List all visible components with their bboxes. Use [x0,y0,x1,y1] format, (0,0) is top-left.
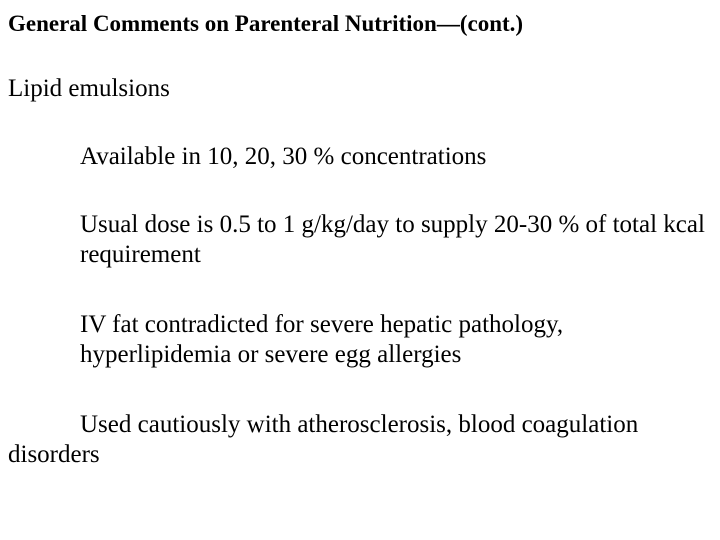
list-item-cautions: Used cautiously with atherosclerosis, blood coagulation disorders [8,411,639,468]
list-item-contraindications: IV fat contradicted for severe hepatic pathology, hyperlipidemia or severe egg allergies [80,311,564,368]
list-item-usual-dose: Usual dose is 0.5 to 1 g/kg/day to supply 20-30 % of total kcal requirement [80,211,705,268]
slide-title: General Comments on Parenteral Nutrition—(cont.) [8,11,524,36]
section-heading: Lipid emulsions [8,75,170,102]
list-item-concentrations: Available in 10, 20, 30 % concentrations [80,143,487,170]
